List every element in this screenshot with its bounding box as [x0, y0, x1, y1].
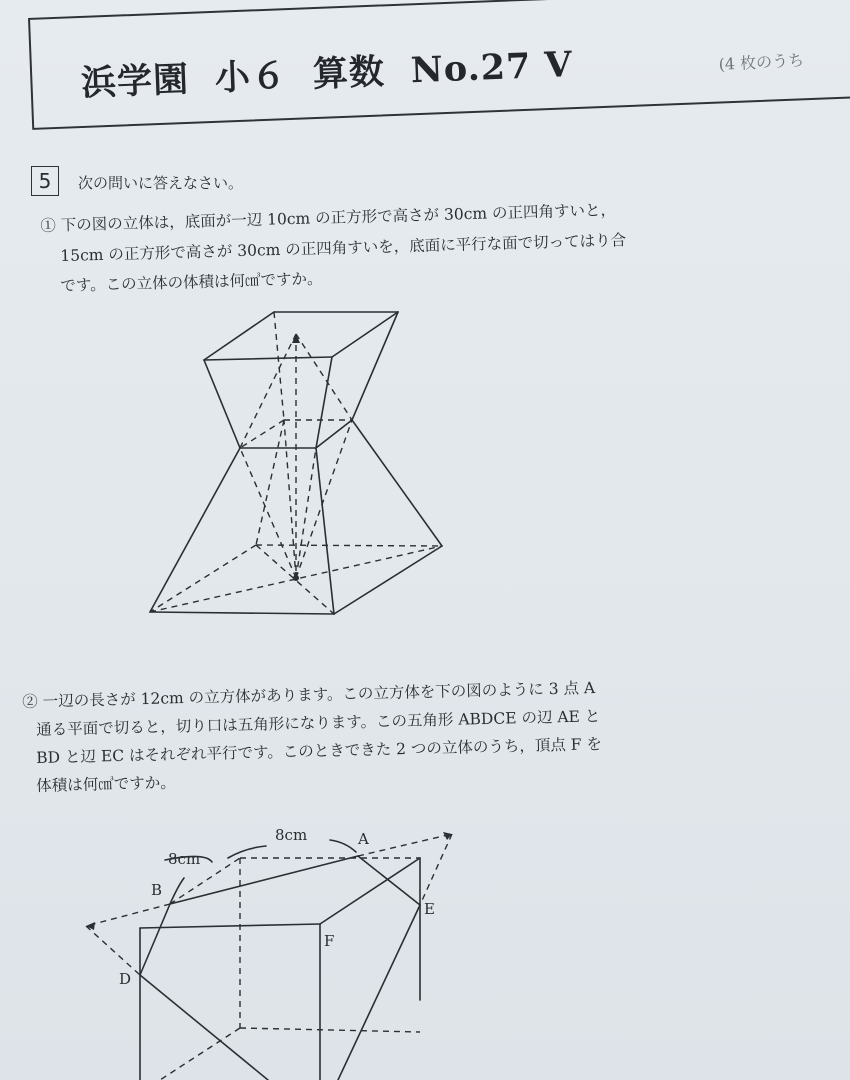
problem1-line2: 15cm の正方形で高さが 30cm の正四角すいを，底面に平行な面で切ってはり合: [60, 231, 627, 265]
vertex-d-label: D: [119, 970, 132, 988]
problem2-line1: ② 一辺の長さが 12cm の立方体があります。この立方体を下の図のように 3 点 A: [22, 678, 596, 711]
problem2-line2: 通る平面で切ると，切り口は五角形になります。この五角形 ABDCE の辺 AE と: [36, 707, 601, 739]
subject: 算数: [312, 51, 386, 96]
vertex-f-label: F: [324, 932, 335, 950]
sheet-count: (4 枚のうち: [718, 50, 805, 74]
dimension-left: 8cm: [168, 850, 201, 868]
problem2-line3: BD と辺 EC はそれぞれ平行です。このときできた 2 つの立体のうち，頂点 F を: [36, 735, 603, 767]
vertex-b-label: B: [151, 881, 163, 899]
question-instruction: 次の問いに答えなさい。: [78, 174, 244, 192]
problem1-line3: です。この立体の体積は何㎤ですか。: [60, 269, 323, 295]
vertex-a-label: A: [358, 830, 369, 848]
worksheet-number: No.27 V: [410, 44, 574, 92]
school-name: 浜学園: [80, 58, 190, 104]
question-number: 5: [31, 166, 59, 196]
problem2-line4: 体積は何㎤ですか。: [36, 773, 176, 795]
vertex-e-label: E: [424, 900, 435, 918]
problem1-line1: ① 下の図の立体は，底面が一辺 10cm の正方形で高さが 30cm の正四角すいと，: [40, 200, 617, 235]
grade: 小６: [214, 55, 288, 99]
dimension-top: 8cm: [275, 826, 308, 844]
